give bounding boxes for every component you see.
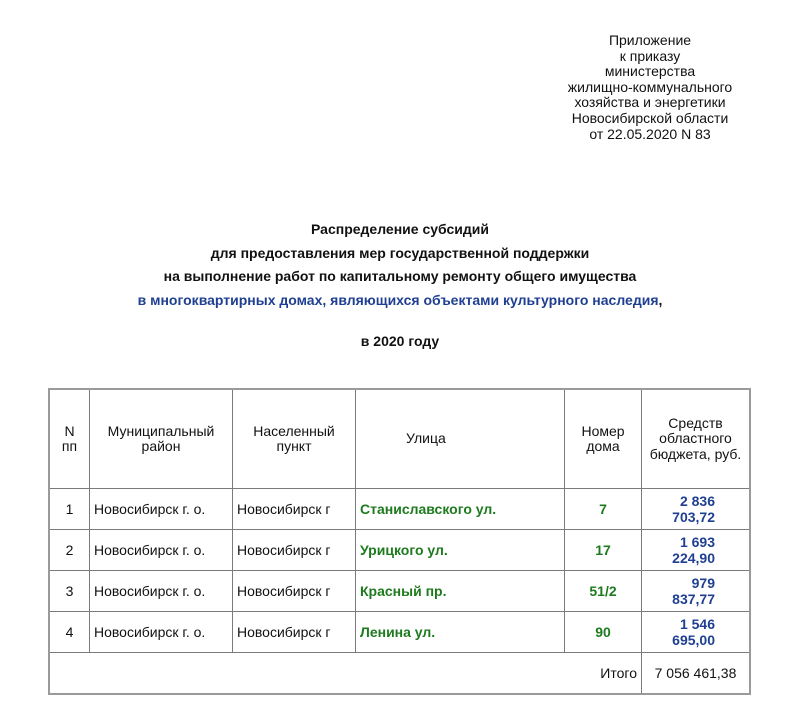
header-house: Номер дома <box>565 389 642 489</box>
header-budget: Средств областного бюджета, руб. <box>642 389 751 489</box>
header-num: N пп <box>49 389 90 489</box>
appendix-line: к приказу <box>619 47 681 64</box>
cell-house: 51/2 <box>565 571 642 612</box>
cell-amount: 979 837,77 <box>642 571 751 612</box>
cell-locality: Новосибирск г <box>233 612 356 653</box>
cell-district: Новосибирск г. о. <box>90 571 233 612</box>
cell-district: Новосибирск г. о. <box>90 612 233 653</box>
appendix-line: Новосибирской области <box>571 109 729 126</box>
total-label: Итого <box>49 653 642 695</box>
table-row <box>49 571 750 612</box>
title-year: в 2020 году <box>360 333 440 349</box>
table-row <box>49 530 750 571</box>
title-comma: , <box>658 292 663 308</box>
subsidy-table <box>48 388 751 695</box>
cell-street: Урицкого ул. <box>356 530 565 571</box>
appendix-header <box>540 33 760 142</box>
cell-district: Новосибирск г. о. <box>90 489 233 530</box>
cell-house: 17 <box>565 530 642 571</box>
title-line-3: на выполнение работ по капитальному ремонту общего имущества <box>163 268 637 284</box>
title-line-4 <box>0 292 800 308</box>
total-row <box>49 653 750 695</box>
total-value: 7 056 461,38 <box>642 653 751 695</box>
cell-num: 3 <box>49 571 90 612</box>
cell-num: 4 <box>49 612 90 653</box>
table-header-row <box>49 389 750 489</box>
appendix-line: хозяйства и энергетики <box>574 94 726 111</box>
header-district: Муниципальный район <box>90 389 233 489</box>
appendix-line: Приложение <box>608 32 692 48</box>
header-street: Улица <box>356 389 565 489</box>
cell-locality: Новосибирск г <box>233 571 356 612</box>
cell-amount: 1 546 695,00 <box>642 612 751 653</box>
cell-house: 7 <box>565 489 642 530</box>
appendix-line: министерства <box>604 63 696 80</box>
cell-street: Ленина ул. <box>356 612 565 653</box>
cell-locality: Новосибирск г <box>233 489 356 530</box>
cell-amount: 1 693 224,90 <box>642 530 751 571</box>
header-locality: Населенный пункт <box>233 389 356 489</box>
document-title: Распределение субсидий <box>311 221 489 237</box>
cell-num: 1 <box>49 489 90 530</box>
heritage-link[interactable]: в многоквартирных домах, являющихся объектами культурного наследия <box>137 292 659 308</box>
cell-locality: Новосибирск г <box>233 530 356 571</box>
table-row <box>49 489 750 530</box>
cell-num: 2 <box>49 530 90 571</box>
cell-district: Новосибирск г. о. <box>90 530 233 571</box>
appendix-line: от 22.05.2020 N 83 <box>589 125 711 142</box>
cell-house: 90 <box>565 612 642 653</box>
title-line-2: для предоставления мер государственной поддержки <box>210 245 590 261</box>
cell-amount: 2 836 703,72 <box>642 489 751 530</box>
cell-street: Красный пр. <box>356 571 565 612</box>
table-row <box>49 612 750 653</box>
cell-street: Станиславского ул. <box>356 489 565 530</box>
appendix-line: жилищно-коммунального <box>567 78 733 95</box>
